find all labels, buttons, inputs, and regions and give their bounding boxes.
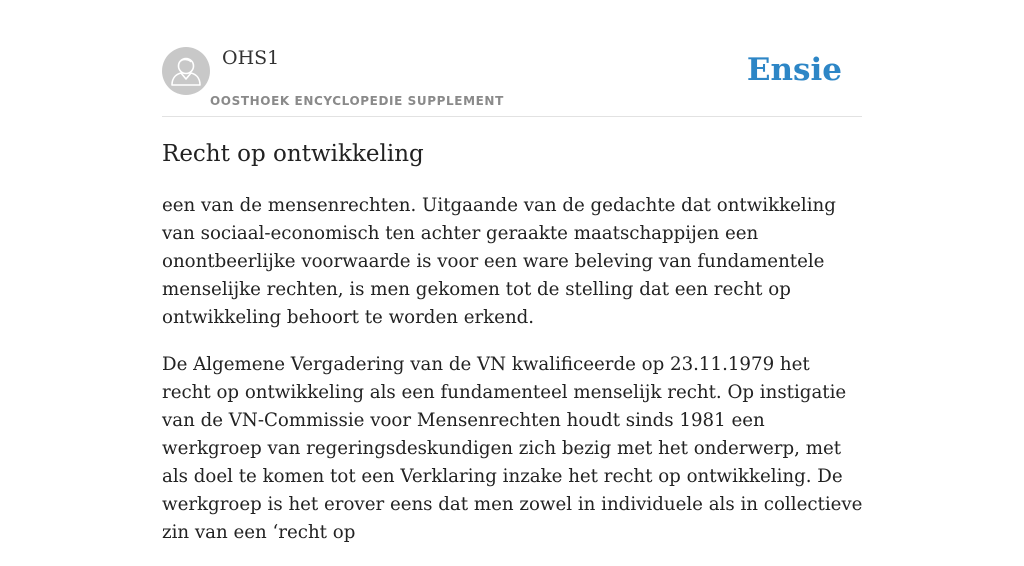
brand-logo[interactable]: Ensie [746,52,842,88]
author-name[interactable]: OHS1 [222,47,280,69]
article-paragraph: een van de mensenrechten. Uitgaande van de gedachte dat ontwikkeling van sociaal-economisch ten achter geraakte maatschappijen een onontbeerlijke voorwaarde is voor een ware beleving van fundamentele menselijke rechten, is men gekomen tot de stelling dat een recht op ontwikkeling behoort te worden erkend. [162,195,836,328]
article-paragraph: De Algemene Vergadering van de VN kwalificeerde op 23.11.1979 het recht op ontwikkeling als een fundamenteel menselijk recht. Op instigatie van de VN-Commissie voor Mensenrechten houdt sinds 1981 een werkgroep van regeringsdeskundigen zich bezig met het onderwerp, met als doel te komen tot een Verklaring inzake het recht op ontwikkeling. De werkgroep is het erover eens dat men zowel in individuele als in collectieve zin van een ‘recht op [162,354,863,543]
article-title: Recht op ontwikkeling [162,141,424,167]
source-label[interactable]: OOSTHOEK ENCYCLOPEDIE SUPPLEMENT [210,94,504,108]
article-content [162,138,864,566]
user-avatar-icon [162,47,210,95]
article-header [162,0,862,117]
author-avatar[interactable] [162,47,210,95]
